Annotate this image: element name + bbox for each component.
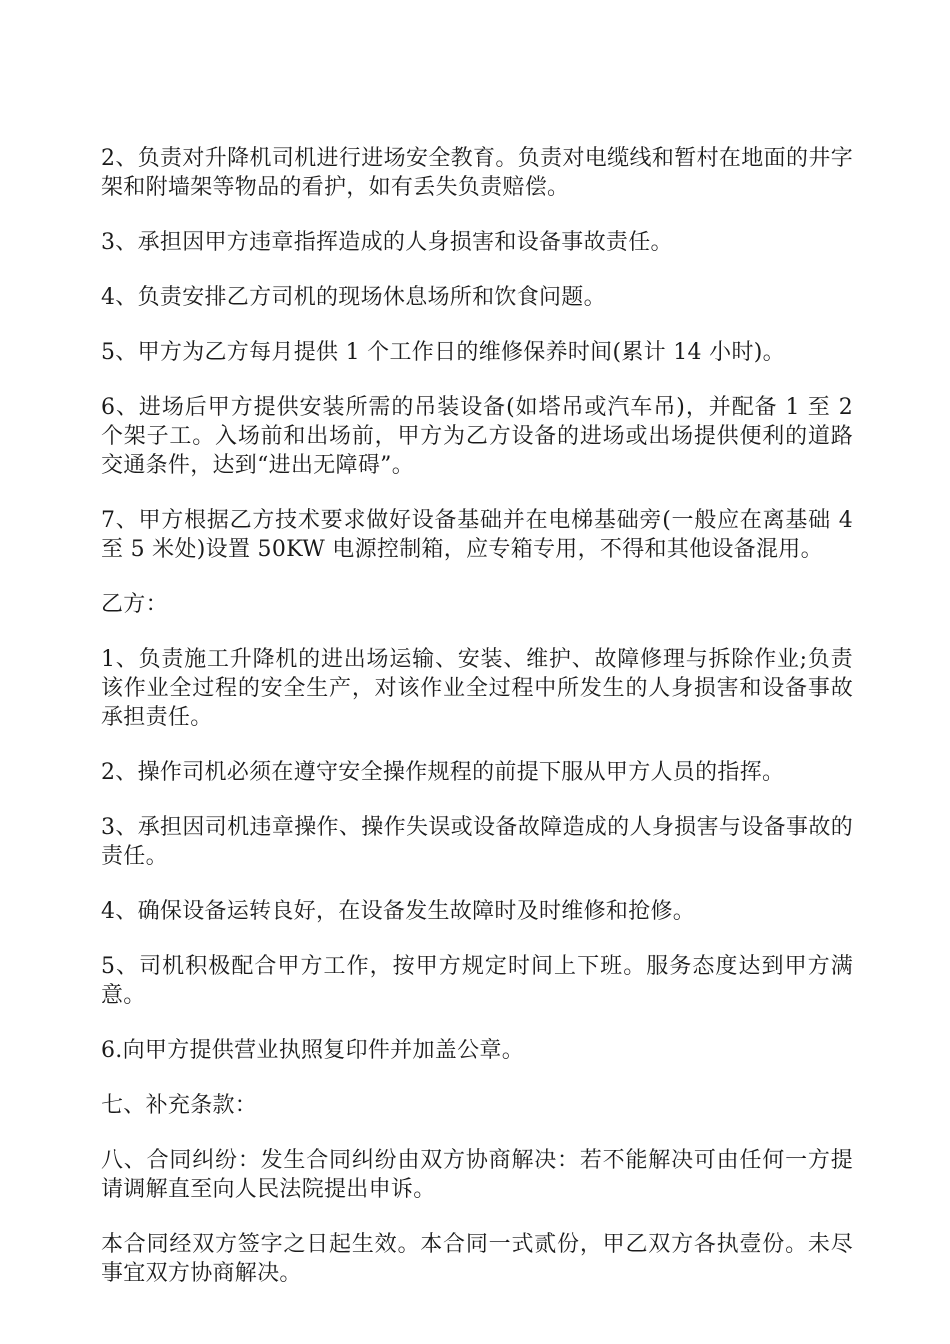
paragraph-yi-3: 3、承担因司机违章操作、操作失误或设备故障造成的人身损害与设备事故的责任。	[101, 815, 853, 869]
paragraph-effective-clause: 本合同经双方签字之日起生效。本合同一式贰份，甲乙双方各执壹份。未尽事宜双方协商解决。	[101, 1232, 853, 1286]
paragraph-spacer	[101, 257, 853, 283]
paragraph-spacer	[101, 312, 853, 338]
paragraph-spacer	[101, 1204, 853, 1230]
paragraph-spacer	[101, 202, 853, 228]
paragraph-spacer	[101, 871, 853, 897]
document-body	[101, 144, 853, 1288]
paragraph-spacer	[101, 367, 853, 393]
paragraph-jia-4: 4、负责安排乙方司机的现场休息场所和饮食问题。	[101, 285, 606, 310]
paragraph-yi-4: 4、确保设备运转良好，在设备发生故障时及时维修和抢修。	[101, 899, 696, 924]
paragraph-jia-5: 5、甲方为乙方每月提供 1 个工作日的维修保养时间(累计 14 小时)。	[101, 340, 785, 365]
paragraph-spacer	[101, 1120, 853, 1146]
paragraph-yi-5: 5、司机积极配合甲方工作，按甲方规定时间上下班。服务态度达到甲方满意。	[101, 954, 853, 1008]
section-heading-yi: 乙方：	[101, 592, 168, 617]
paragraph-spacer	[101, 1010, 853, 1036]
section-contract-dispute: 八、合同纠纷：发生合同纠纷由双方协商解决：若不能解决可由任何一方提请调解直至向人民法院提出申诉。	[101, 1148, 853, 1202]
paragraph-jia-7: 7、甲方根据乙方技术要求做好设备基础并在电梯基础旁(一般应在离基础 4 至 5 米处)设置 50KW 电源控制箱，应专箱专用，不得和其他设备混用。	[101, 508, 853, 562]
paragraph-jia-6: 6、进场后甲方提供安装所需的吊装设备(如塔吊或汽车吊)，并配备 1 至 2 个架子工。入场前和出场前，甲方为乙方设备的进场或出场提供便利的道路交通条件，达到“进出无障碍”。	[101, 395, 853, 478]
paragraph-spacer	[101, 619, 853, 645]
paragraph-spacer	[101, 926, 853, 952]
paragraph-spacer	[101, 732, 853, 758]
section-heading-supplementary: 七、补充条款：	[101, 1093, 258, 1118]
paragraph-jia-3: 3、承担因甲方违章指挥造成的人身损害和设备事故责任。	[101, 230, 673, 255]
paragraph-spacer	[101, 480, 853, 506]
paragraph-jia-2: 2、负责对升降机司机进行进场安全教育。负责对电缆线和暂村在地面的井字架和附墙架等物品的看护，如有丢失负责赔偿。	[101, 146, 853, 200]
paragraph-yi-6: 6.向甲方提供营业执照复印件并加盖公章。	[101, 1038, 524, 1063]
paragraph-yi-1: 1、负责施工升降机的进出场运输、安装、维护、故障修理与拆除作业;负责该作业全过程的安全生产，对该作业全过程中所发生的人身损害和设备事故承担责任。	[101, 647, 853, 730]
paragraph-spacer	[101, 1065, 853, 1091]
paragraph-spacer	[101, 787, 853, 813]
paragraph-yi-2: 2、操作司机必须在遵守安全操作规程的前提下服从甲方人员的指挥。	[101, 760, 785, 785]
paragraph-spacer	[101, 564, 853, 590]
